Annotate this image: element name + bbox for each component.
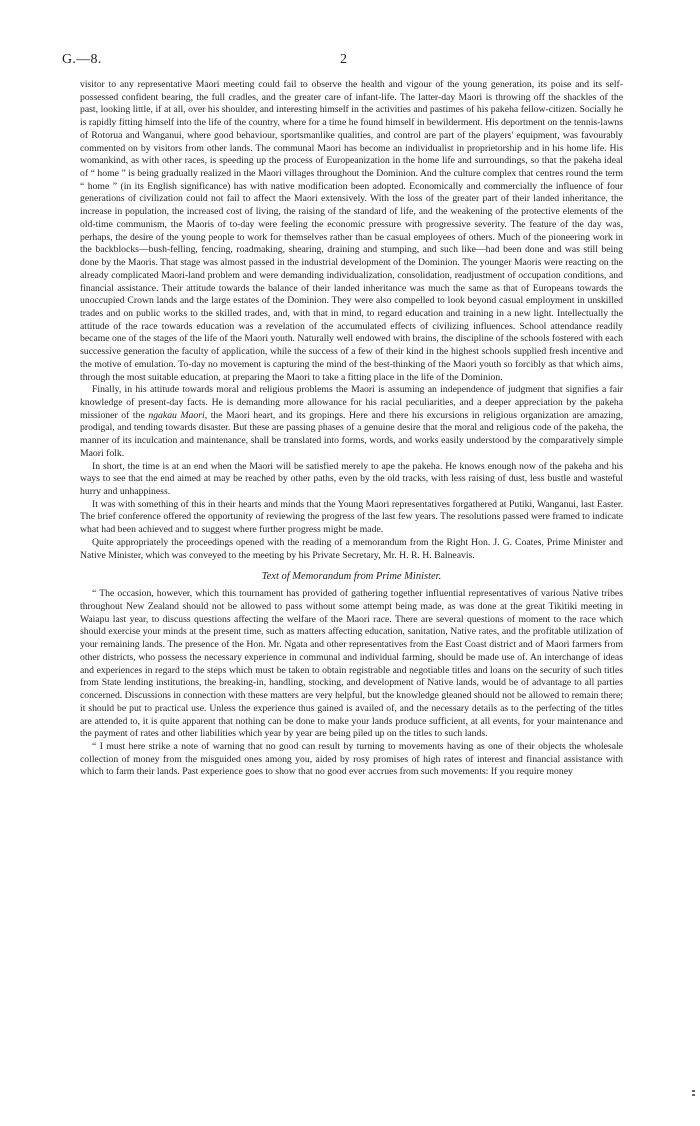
margin-mark: [692, 1090, 695, 1100]
memorandum-paragraph-1: “ The occasion, however, which this tournament has provided of gathering together influential representatives of various Native tribes throughout New Zealand should not be allowed to pass without some attempt being made, as was done at the great Tikitiki meeting in Waiapu last year, to discuss questions affecting the welfare of the Maori race. There are several questions of moment to the race which should exercise your minds at the present time, such as matters affecting education, sanitation, Native rates, and the profitable utilization of your remaining lands. The presence of the Hon. Mr. Ngata and other representatives from the East Coast district and of Maori farmers from other districts, who possess the necessary experience in communal and individual farming, should be made use of. An interchange of ideas and experiences in regard to the steps which must be taken to obtain registrable and negotiable titles and loans on the security of such titles from State lending institutions, the breaking-in, handling, stocking, and development of Native lands, would be of advantage to all parties concerned. Discussions in connection with these matters are very helpful, but the knowledge gleaned should not be allowed to remain there; it should be put to practical use. Unless the experience thus gained is availed of, and the necessary details as to the perfecting of the titles are attended to, it is quite apparent that nothing can be done to make your lands produce sufficient, at all events, for your maintenance and the payment of rates and other liabilities which year by year are being piled up on the titles to such lands.: [80, 588, 623, 740]
paragraph-4: It was with something of this in their hearts and minds that the Young Maori representatives forgathered at Putiki, Wanganui, last Easter. The brief conference offered the opportunity of reviewing the progress of the last few years. The resolutions passed were framed to indicate what had been achieved and to suggest where further progress might be made.: [80, 498, 623, 536]
page-number: 2: [340, 52, 347, 67]
paragraph-5: Quite appropriately the proceedings opened with the reading of a memorandum from the Right Hon. J. G. Coates, Prime Minister and Native Minister, which was conveyed to the meeting by his Private Secretary, Mr. H. R. H. Balneavis.: [80, 536, 623, 561]
body-text: [80, 79, 623, 779]
paragraph-1: visitor to any representative Maori meeting could fail to observe the health and vigour of the young generation, its poise and its self-possessed confident bearing, the full cradles, and the greater care of infant-life. The latter-day Maori is throwing off the shackles of the past, looking little, if at all, over his shoulder, and interesting himself in the activities and pastimes of his pakeha fellow-citizen. Socially he is rapidly fitting himself into the life of the country, where for a time he found himself in bewilderment. His deportment on the tennis-lawns of Rotorua and Wanganui, where good behaviour, sportsmanlike qualities, and control are part of the players' equipment, was favourably commented on by visitors from other lands. The communal Maori has become an individualist in proprietorship and in his home life. His womankind, as with other races, is speeding up the process of Europeanization in the home life and surroundings, so that the pakeha ideal of “ home ” is being gradually realized in the Maori villages throughout the Dominion. And the culture complex that centres round the term “ home ” (in its English significance) has with native modification been adopted. Economically and commercially the influence of four generations of civilization could not fail to affect the Maori extensively. With the loss of the greater part of their landed inheritance, the increase in population, the increased cost of living, the raising of the standard of life, and the weakening of the protective elements of the old-time communism, the Maoris of to-day were feeling the economic pressure with progressive severity. The feature of the day was, perhaps, the desire of the young people to work for themselves rather than be casual employees of others. Much of the pioneering work in the backblocks—bush-felling, fencing, roadmaking, shearing, draining and stumping, and such like—had been done and was still being done by the Maoris. That stage was almost passed in the industrial development of the Dominion. The younger Maoris were reacting on the already complicated Maori-land problem and were demanding individualization, consolidation, readjustment of occupation conditions, and financial assistance. Their attitude towards the balance of their landed inheritance was much the same as that of Europeans towards the unoccupied Crown lands and the large estates of the Dominion. They were also compelled to look beyond casual employment in unskilled trades and on public works to the skilled trades, and, with that in mind, to regard education and training in a new light. Intellectually the attitude of the race towards education was a revelation of the accumulated effects of civilizing influences. School attendance readily became one of the stages of the life of the Maori youth. Naturally well endowed with brains, the discipline of the schools fostered with each successive generation the faculty of application, while the success of a few of their kind in the highest schools supplied fresh incentive and the motive of emulation. To-day no movement is capturing the mind of the best-thinking of the Maori youth so forcibly as that which aims, through the most suitable education, at preparing the Maori to take a fitting place in the life of the Dominion.: [80, 79, 623, 383]
paragraph-2-text: Finally, in his attitude towards moral and religious problems the Maori is assuming an independence of judgment that signifies a fair knowledge of present-day facts. He is demanding more allowance for his racial peculiarities, and a deeper appreciation by the pakeha missioner of the: [80, 384, 623, 421]
paragraph-2-italic-term: ngakau Maori: [148, 409, 205, 421]
memorandum-paragraph-2: “ I must here strike a note of warning that no good can result by turning to movements having as one of their objects the wholesale collection of money from the misguided ones among you, aided by rosy promises of high rates of interest and financial assistance with which to farm their lands. Past experience goes to show that no good ever accrues from such movements: If you require money: [80, 740, 623, 778]
paragraph-2-tail: , the Maori heart, and its gropings. Here and there his excursions in religious organization are amazing, prodigal, and tending towards disaster. But these are passing phases of a genuine desire that the moral and religious code of the pakeha, the manner of its inculcation and maintenance, shall be translated into forms, words, and works easily understood by the comparatively simple Maori folk.: [80, 409, 623, 459]
paragraph-3: In short, the time is at an end when the Maori will be satisfied merely to ape the pakeha. He knows enough now of the pakeha and his ways to see that the end aimed at may be reached by other paths, even by the old tracks, with less raising of dust, less bustle and wasteful hurry and unhappiness.: [80, 460, 623, 497]
memorandum-heading: Text of Memorandum from Prime Minister.: [261, 571, 442, 583]
document-reference: G.—8.: [62, 52, 102, 67]
paragraph-2: [80, 384, 623, 460]
